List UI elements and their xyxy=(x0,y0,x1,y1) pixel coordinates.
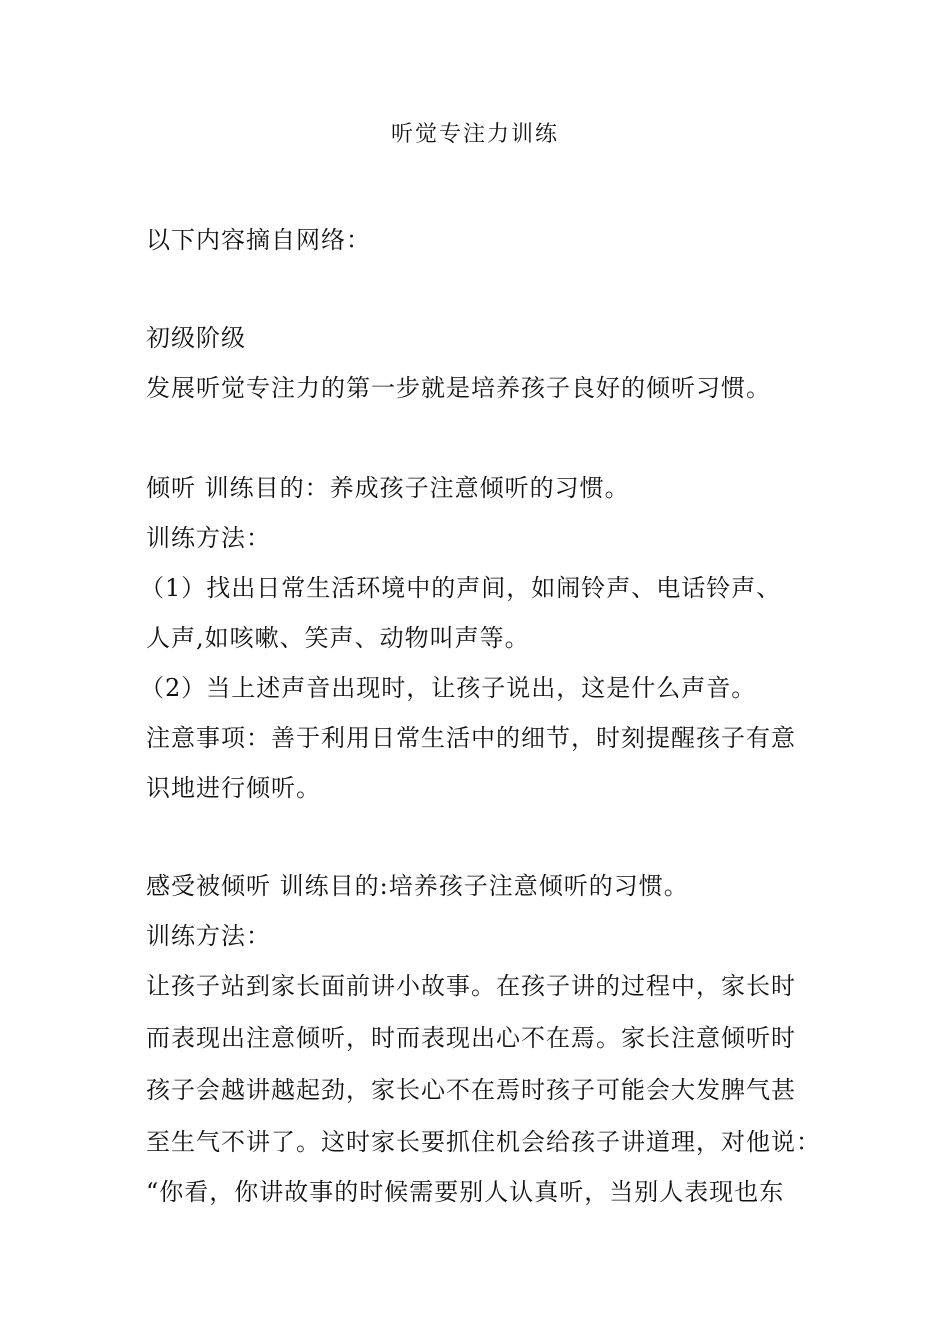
paragraph-line: （1）找出日常生活环境中的声间，如闹铃声、电话铃声、 xyxy=(140,574,782,602)
paragraph-line: 人声,如咳嗽、笑声、动物叫声等。 xyxy=(146,624,530,652)
paragraph-line: 孩子会越讲越起劲，家长心不在焉时孩子可能会大发脾气甚 xyxy=(146,1076,796,1104)
paragraph-line: 训练方法： xyxy=(146,922,271,950)
document-title: 听觉专注力训练 xyxy=(390,122,559,147)
paragraph-line: 而表现出注意倾听，时而表现出心不在焉。家长注意倾听时 xyxy=(146,1024,796,1052)
paragraph-line: 至生气不讲了。这时家长要抓住机会给孩子讲道理，对他说： xyxy=(146,1128,821,1156)
paragraph-line: “你看，你讲故事的时候需要别人认真听，当别人表现也东 xyxy=(146,1178,785,1206)
section-heading: 初级阶级 xyxy=(146,324,246,352)
paragraph-line: 注意事项：善于利用日常生活中的细节，时刻提醒孩子有意 xyxy=(146,724,796,752)
paragraph-line: 发展听觉专注力的第一步就是培养孩子良好的倾听习惯。 xyxy=(146,374,771,402)
intro-line: 以下内容摘自网络： xyxy=(146,226,371,254)
paragraph-line: 训练方法： xyxy=(146,524,271,552)
paragraph-line: 识地进行倾听。 xyxy=(146,774,321,802)
paragraph-line: 让孩子站到家长面前讲小故事。在孩子讲的过程中，家长时 xyxy=(146,972,796,1000)
paragraph-line: （2）当上述声音出现时，让孩子说出，这是什么声音。 xyxy=(140,674,757,702)
paragraph-line: 倾听 训练目的：养成孩子注意倾听的习惯。 xyxy=(146,474,630,502)
paragraph-line: 感受被倾听 训练目的:培养孩子注意倾听的习惯。 xyxy=(146,872,689,900)
